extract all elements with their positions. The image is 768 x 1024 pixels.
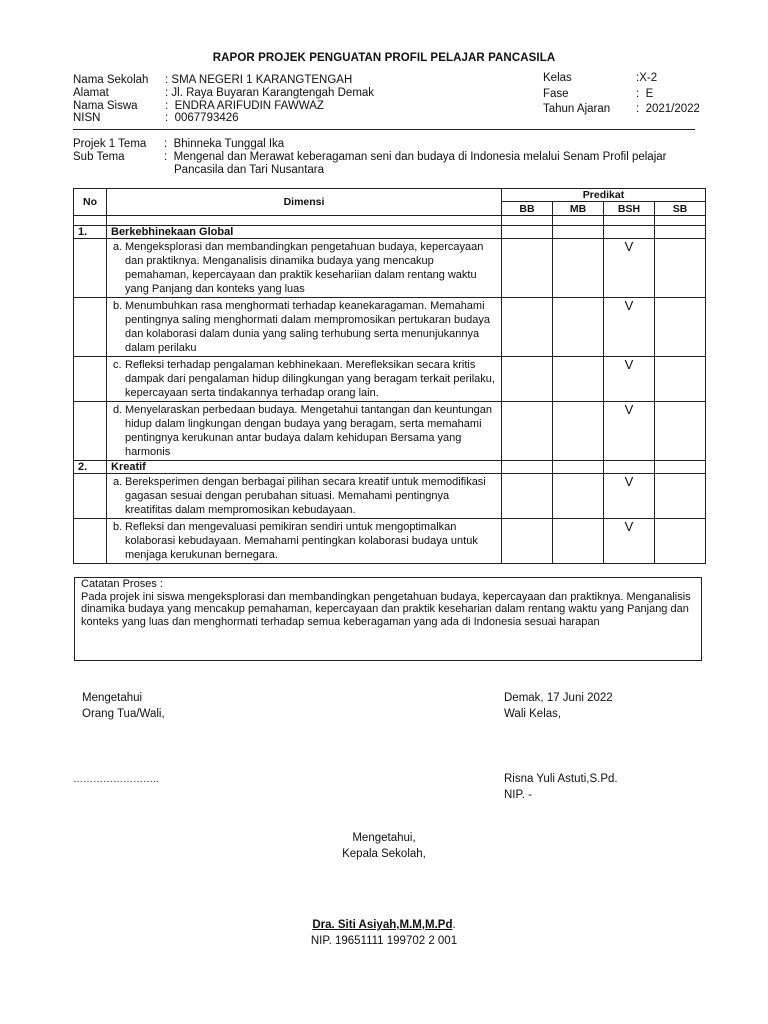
predikat-cell-mb bbox=[553, 298, 604, 357]
predikat-cell-bsh bbox=[604, 519, 655, 564]
predikat-cell-bsh bbox=[604, 239, 655, 298]
info-value: : Jl. Raya Buyaran Karangtengah Demak bbox=[165, 87, 375, 99]
predikat-cell-bsh bbox=[604, 402, 655, 461]
info-row-phase: Fase : E bbox=[543, 88, 654, 100]
teacher-signature: Demak, 17 Juni 2022 Wali Kelas, bbox=[504, 692, 613, 720]
parent-signature-line: …………………….. bbox=[73, 774, 159, 785]
item-letter: b. bbox=[113, 521, 123, 533]
dimension-item bbox=[107, 474, 502, 519]
predikat-cell-bb bbox=[502, 357, 553, 402]
category-name: Kreatif bbox=[107, 461, 502, 474]
category-name: Berkebhinekaan Global bbox=[107, 226, 502, 239]
header-divider bbox=[73, 129, 695, 130]
predikat-cell-bsh bbox=[604, 357, 655, 402]
predikat-cell-sb bbox=[655, 239, 706, 298]
item-letter: d. bbox=[113, 404, 123, 416]
item-letter: a. bbox=[113, 241, 123, 253]
predikat-cell-sb bbox=[655, 519, 706, 564]
check-mark: V bbox=[624, 298, 634, 313]
check-mark: V bbox=[624, 519, 634, 534]
headmaster-signature: Mengetahui, Kepala Sekolah, bbox=[342, 832, 426, 860]
teacher-nip: NIP. - bbox=[504, 789, 532, 801]
info-row-year: Tahun Ajaran : 2021/2022 bbox=[543, 103, 700, 115]
predikat-cell-sb bbox=[655, 474, 706, 519]
predikat-cell-sb bbox=[655, 402, 706, 461]
predikat-cell-bsh bbox=[604, 298, 655, 357]
info-row-school bbox=[73, 74, 353, 87]
col-header-mb: MB bbox=[553, 202, 604, 216]
category-no: 2. bbox=[74, 461, 107, 474]
predikat-cell-mb bbox=[553, 357, 604, 402]
item-text: Refleksi dan mengevaluasi pemikiran sendiri untuk mengoptimalkan kolaborasi kebudayaan. Memahami pentingkan kolaborasi budaya untuk menjaga kerukunan bernegara. bbox=[125, 521, 478, 561]
item-text: Menyelaraskan perbedaan budaya. Mengetahui tantangan dan keuntungan hidup dalam lingkungan dengan budaya yang beragam, serta memahami pentingnya kerukunan antar budaya dalam kehidupan Bersama yang harmonis bbox=[125, 404, 492, 458]
predikat-cell-mb bbox=[553, 402, 604, 461]
headmaster-nip: NIP. 19651111 199702 2 001 bbox=[310, 935, 458, 947]
predikat-cell-bb bbox=[502, 239, 553, 298]
col-header-predikat: Predikat bbox=[502, 189, 706, 202]
process-notes bbox=[74, 577, 702, 661]
check-mark: V bbox=[624, 357, 634, 372]
predikat-cell-sb bbox=[655, 298, 706, 357]
info-row-address bbox=[73, 87, 375, 100]
item-text: Menumbuhkan rasa menghormati terhadap keanekaragaman. Memahami pentingnya saling menghormati dalam mempromosikan pertukaran budaya dan kolaborasi dalam dunia yang saling terhubung serta menunjukannya dalam perilaku bbox=[125, 300, 491, 354]
item-text: Refleksi terhadap pengalaman kebhinekaan. Merefleksikan secara kritis dampak dari pengalaman hidup dilingkungan yang beragam terkait perilaku, kepercayaan serta tindakannya terhadap orang lain. bbox=[125, 359, 495, 399]
dimension-row bbox=[74, 239, 706, 298]
predikat-cell-mb bbox=[553, 239, 604, 298]
assessment-table bbox=[73, 188, 706, 564]
col-header-bb: BB bbox=[502, 202, 553, 216]
item-letter: c. bbox=[113, 359, 122, 371]
check-mark: V bbox=[624, 402, 634, 417]
info-row-nisn bbox=[73, 112, 239, 125]
check-mark: V bbox=[624, 239, 634, 254]
predikat-cell-bb bbox=[502, 519, 553, 564]
dimension-row bbox=[74, 298, 706, 357]
info-value: : 0067793426 bbox=[165, 112, 239, 124]
dimension-item bbox=[107, 402, 502, 461]
headmaster-name: Dra. Siti Asiyah,M.M,M.Pd bbox=[312, 919, 453, 931]
info-row-class: Kelas :X-2 bbox=[543, 72, 658, 84]
predikat-cell-mb bbox=[553, 519, 604, 564]
info-value: : SMA NEGERI 1 KARANGTENGAH bbox=[165, 74, 353, 86]
teacher-name-block bbox=[504, 771, 618, 803]
dimension-item bbox=[107, 239, 502, 298]
item-text: Mengeksplorasi dan membandingkan pengetahuan budaya, kepercayaan dan praktiknya. Menganalisis dinamika budaya yang mencakup pemahaman, kepercayaan dan praktik kesehariian dalam rentang waktu yang Panjang dan konteks yang luas bbox=[125, 241, 484, 295]
notes-text: Pada projek ini siswa mengeksplorasi dan membandingkan pengetahuan budaya, kepercayaan dan praktiknya. Menganalisis dinamika budaya yang mencakup pemahaman, kepercayaan dan praktik keseharian dalam rentang waktu yang Panjang dan konteks yang luas dan menghormati terhadap semua keberagaman yang ada di Indonesia sesuai harapan bbox=[81, 590, 691, 628]
item-text: Bereksperimen dengan berbagai pilihan secara kreatif untuk memodifikasi gagasan sesuai dengan perubahan situasi. Memahami pentingnya kreatifitas dalam mempromosikan kebudayaan. bbox=[125, 476, 486, 516]
dimension-row bbox=[74, 357, 706, 402]
col-header-bsh: BSH bbox=[604, 202, 655, 216]
project-subtheme-cont: Pancasila dan Tari Nusantara bbox=[174, 164, 325, 176]
col-header-no: No bbox=[74, 189, 107, 216]
category-row bbox=[74, 226, 706, 239]
predikat-cell-bb bbox=[502, 402, 553, 461]
check-mark: V bbox=[624, 474, 634, 489]
teacher-name: Risna Yuli Astuti,S.Pd. bbox=[504, 773, 618, 785]
project-subtheme: Sub Tema : Mengenal dan Merawat keberagaman seni dan budaya di Indonesia melalui Senam Profil pelajar bbox=[73, 151, 667, 163]
info-label: Alamat bbox=[73, 87, 109, 99]
predikat-cell-bb bbox=[502, 474, 553, 519]
parent-signature: Mengetahui Orang Tua/Wali, bbox=[82, 692, 165, 720]
dimension-row bbox=[74, 402, 706, 461]
dimension-item bbox=[107, 357, 502, 402]
col-header-dimensi: Dimensi bbox=[107, 189, 502, 216]
item-letter: b. bbox=[113, 300, 123, 312]
headmaster-name-block: Dra. Siti Asiyah,M.M,M.Pd. NIP. 19651111 199702 2 001 bbox=[0, 917, 768, 949]
report-title: RAPOR PROJEK PENGUATAN PROFIL PELAJAR PANCASILA bbox=[212, 52, 556, 64]
info-label: NISN bbox=[73, 112, 101, 124]
info-value: : ENDRA ARIFUDIN FAWWAZ bbox=[165, 100, 324, 112]
dimension-item bbox=[107, 519, 502, 564]
predikat-cell-sb bbox=[655, 357, 706, 402]
dimension-row bbox=[74, 519, 706, 564]
item-letter: a. bbox=[113, 476, 123, 488]
category-no: 1. bbox=[74, 226, 107, 239]
col-header-sb: SB bbox=[655, 202, 706, 216]
dimension-row bbox=[74, 474, 706, 519]
notes-label: Catatan Proses : bbox=[81, 578, 163, 590]
predikat-cell-mb bbox=[553, 474, 604, 519]
info-label: Nama Sekolah bbox=[73, 74, 149, 86]
dimension-item bbox=[107, 298, 502, 357]
category-row bbox=[74, 461, 706, 474]
predikat-cell-bsh bbox=[604, 474, 655, 519]
info-label: Nama Siswa bbox=[73, 100, 138, 112]
predikat-cell-bb bbox=[502, 298, 553, 357]
project-theme: Projek 1 Tema : Bhinneka Tunggal Ika bbox=[73, 138, 285, 150]
